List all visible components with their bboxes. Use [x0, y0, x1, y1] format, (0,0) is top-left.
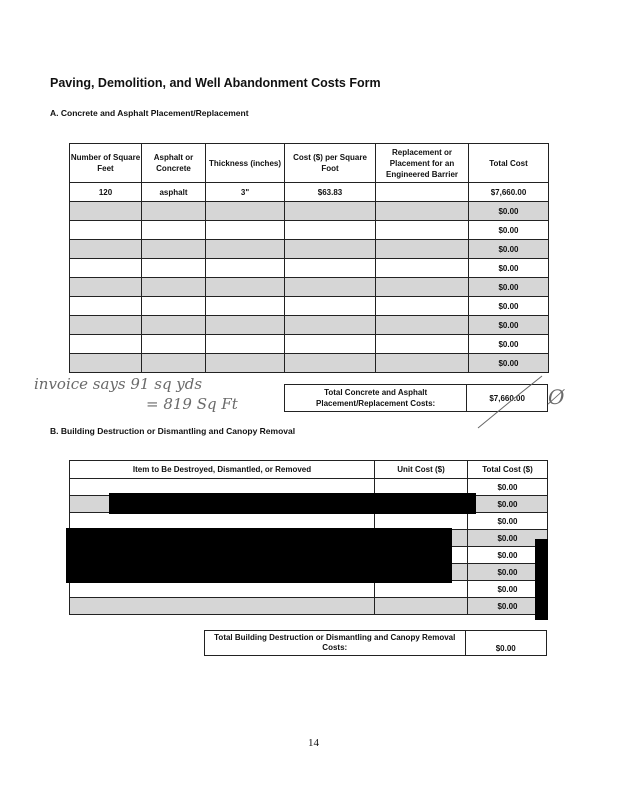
handwritten-slash-mark	[470, 372, 550, 432]
header-asphalt-or-concrete: Asphalt or Concrete	[142, 144, 206, 183]
cell	[142, 297, 206, 316]
cell: $0.00	[469, 297, 549, 316]
cell: 120	[70, 183, 142, 202]
cell	[375, 513, 468, 530]
table-row	[70, 598, 548, 615]
cell	[206, 335, 285, 354]
cell	[206, 259, 285, 278]
cell	[142, 316, 206, 335]
cell	[70, 316, 142, 335]
cell: $0.00	[469, 240, 549, 259]
cell	[206, 354, 285, 373]
cell: $0.00	[468, 496, 548, 513]
cell	[142, 202, 206, 221]
section-b-total-box	[204, 630, 547, 656]
cell	[376, 316, 469, 335]
cell	[285, 297, 376, 316]
cell	[70, 513, 375, 530]
table-row	[70, 183, 549, 202]
cell: $0.00	[469, 354, 549, 373]
section-a-total-label: Total Concrete and Asphalt Placement/Replacement Costs:	[285, 385, 467, 412]
header-unit-cost: Unit Cost ($)	[375, 461, 468, 479]
header-thickness: Thickness (inches)	[206, 144, 285, 183]
header-cost-per-square-foot: Cost ($) per Square Foot	[285, 144, 376, 183]
cell	[206, 316, 285, 335]
cell	[70, 221, 142, 240]
cell	[70, 354, 142, 373]
section-a-total-value: $7,660.00	[489, 393, 525, 403]
cell	[206, 240, 285, 259]
cell: $0.00	[468, 564, 548, 581]
handwritten-zero-mark: Ø	[548, 385, 565, 409]
table-row	[70, 259, 549, 278]
cell	[285, 335, 376, 354]
cell: $0.00	[469, 316, 549, 335]
cell	[206, 202, 285, 221]
table-row	[70, 335, 549, 354]
table-row	[70, 278, 549, 297]
redaction-block	[535, 539, 548, 620]
cell	[70, 297, 142, 316]
cell	[142, 335, 206, 354]
cell: $0.00	[468, 581, 548, 598]
page-number: 14	[308, 737, 319, 749]
cell: $0.00	[468, 479, 548, 496]
cell	[70, 598, 375, 615]
cell	[70, 259, 142, 278]
cell	[70, 581, 375, 598]
table-header-row	[70, 461, 548, 479]
table-row	[70, 354, 549, 373]
header-total-cost: Total Cost	[469, 144, 549, 183]
header-square-feet: Number of Square Feet	[70, 144, 142, 183]
table-row	[70, 316, 549, 335]
cell: $0.00	[469, 278, 549, 297]
cell	[376, 354, 469, 373]
redaction-block	[66, 528, 452, 583]
cell	[376, 259, 469, 278]
cell	[206, 221, 285, 240]
table-row	[70, 513, 548, 530]
cell	[285, 202, 376, 221]
cell: $0.00	[468, 598, 548, 615]
redaction-block	[109, 493, 476, 514]
cell	[142, 259, 206, 278]
cell	[285, 240, 376, 259]
cell	[142, 240, 206, 259]
cell: $0.00	[469, 221, 549, 240]
cell	[285, 354, 376, 373]
handwritten-note-invoice: invoice says 91 sq yds	[34, 375, 203, 393]
cell	[376, 297, 469, 316]
cell	[142, 278, 206, 297]
cell	[376, 221, 469, 240]
cell	[376, 202, 469, 221]
header-total-cost: Total Cost ($)	[468, 461, 548, 479]
cell	[285, 316, 376, 335]
header-item: Item to Be Destroyed, Dismantled, or Removed	[70, 461, 375, 479]
cell	[376, 240, 469, 259]
cell: $0.00	[469, 259, 549, 278]
table-row	[70, 202, 549, 221]
cell	[285, 278, 376, 297]
table-row	[70, 240, 549, 259]
cell	[285, 259, 376, 278]
cell	[70, 202, 142, 221]
section-a-heading: A. Concrete and Asphalt Placement/Replacement	[50, 108, 249, 118]
cell	[376, 335, 469, 354]
cell	[285, 221, 376, 240]
cell	[206, 278, 285, 297]
cell: $7,660.00	[469, 183, 549, 202]
table-row	[70, 297, 549, 316]
cell: $0.00	[468, 547, 548, 564]
cell: $0.00	[469, 335, 549, 354]
cell: $0.00	[468, 530, 548, 547]
cell: $0.00	[469, 202, 549, 221]
concrete-asphalt-table	[69, 143, 549, 373]
cell: $0.00	[468, 513, 548, 530]
section-b-total-label: Total Building Destruction or Dismantling and Canopy Removal Costs:	[205, 631, 466, 656]
header-engineered-barrier: Replacement or Placement for an Engineered Barrier	[376, 144, 469, 183]
cell	[70, 278, 142, 297]
table-row	[70, 581, 548, 598]
table-row	[70, 221, 549, 240]
cell	[375, 581, 468, 598]
cell: $63.83	[285, 183, 376, 202]
cell	[376, 278, 469, 297]
handwritten-note-square-feet: = 819 Sq Ft	[146, 395, 238, 413]
section-b-total-value: $0.00	[495, 644, 516, 653]
cell	[142, 354, 206, 373]
cell	[376, 183, 469, 202]
cell	[206, 297, 285, 316]
form-title: Paving, Demolition, and Well Abandonment Costs Form	[50, 76, 381, 90]
cell: asphalt	[142, 183, 206, 202]
table-header-row	[70, 144, 549, 183]
cell	[142, 221, 206, 240]
section-b-heading: B. Building Destruction or Dismantling and Canopy Removal	[50, 426, 296, 436]
cell	[70, 240, 142, 259]
cell	[375, 598, 468, 615]
cell	[70, 335, 142, 354]
cell: 3"	[206, 183, 285, 202]
